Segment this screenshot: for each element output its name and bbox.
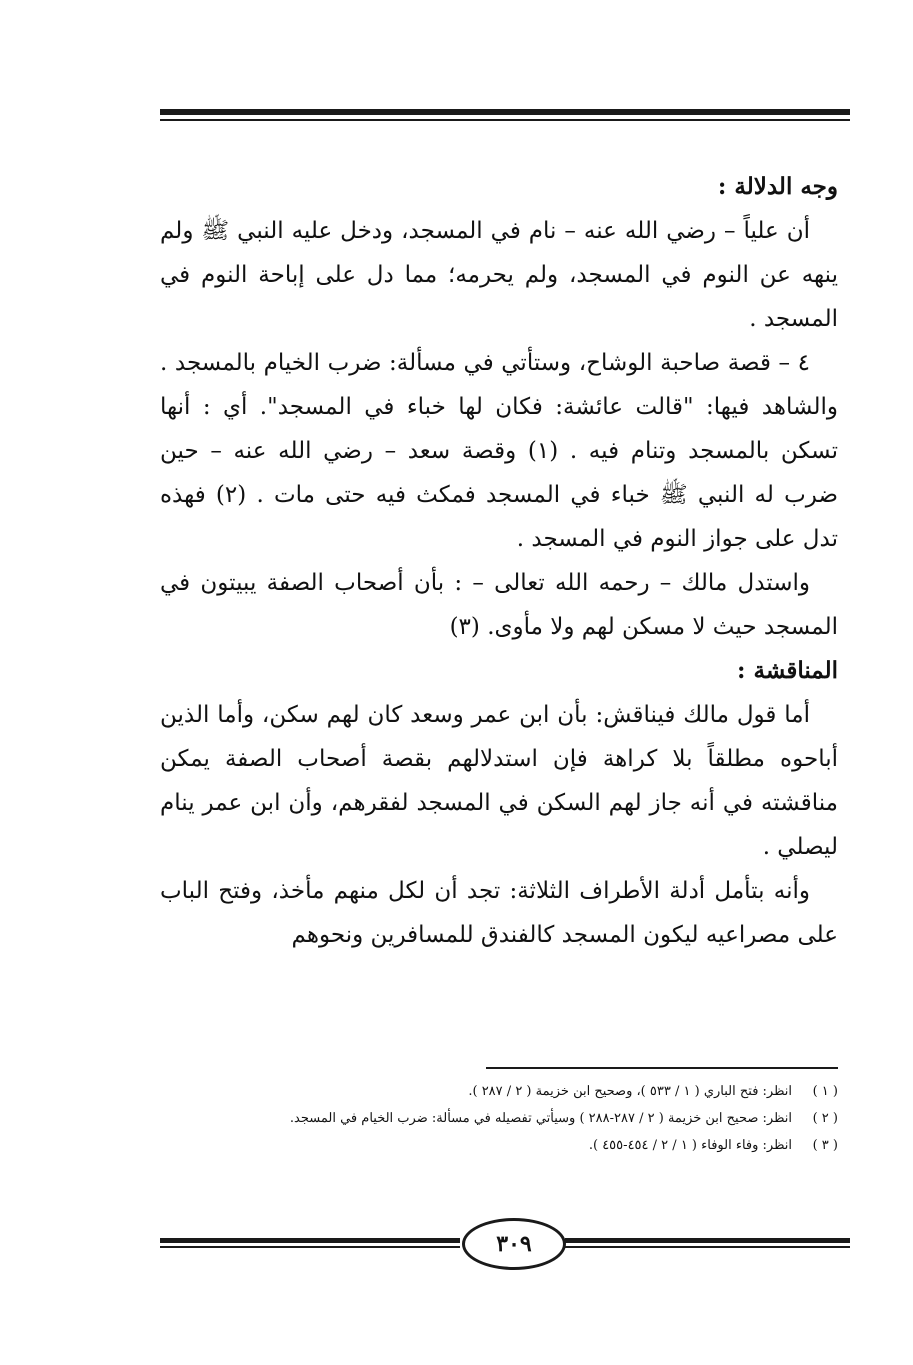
footnotes bbox=[160, 1078, 838, 1159]
footnote-text: انظر: صحيح ابن خزيمة ( ٢ / ٢٨٧-٢٨٨ ) وسيأتي تفصيله في مسألة: ضرب الخيام في المسجد. bbox=[289, 1111, 792, 1126]
footer-rule-right-thin bbox=[565, 1246, 850, 1248]
paragraph-1: أن علياً – رضي الله عنه – نام في المسجد، ودخل عليه النبي ﷺ ولم ينهه عن النوم في المسجد، ولم يحرمه؛ مما دل على إباحة النوم في المسجد . bbox=[160, 218, 838, 332]
footnote-number: ( ٣ ) bbox=[812, 1138, 838, 1153]
footnote-text: انظر: وفاء الوفاء ( ١ / ٢ / ٤٥٤-٤٥٥ ). bbox=[588, 1138, 792, 1153]
footnote-2 bbox=[160, 1105, 838, 1132]
paragraph-2: ٤ – قصة صاحبة الوشاح، وستأتي في مسألة: ضرب الخيام بالمسجد . والشاهد فيها: "قالت عائشة: فكان لها خباء في المسجد". أي : أنها تسكن بالمسجد وتنام فيه . (١) وقصة سعد – رضي الله عنه – حين ضرب له النبي ﷺ خباء في المسجد فمكث فيه حتى مات . (٢) فهذه تدل على جواز النوم في المسجد . bbox=[160, 350, 838, 552]
paragraph-4: أما قول مالك فيناقش: بأن ابن عمر وسعد كان لهم سكن، وأما الذين أباحوه مطلقاً بلا كراهة فإن استدلالهم بقصة أصحاب الصفة يمكن مناقشته في أنه جاز لهم السكن في المسجد لفقرهم، وأن ابن عمر ينام ليصلي . bbox=[160, 702, 838, 860]
footnote-text: انظر: فتح الباري ( ١ / ٥٣٣ )، وصحيح ابن خزيمة ( ٢ / ٢٨٧ ). bbox=[468, 1084, 792, 1099]
top-rule-thin bbox=[160, 119, 850, 121]
footer-rule-right-thick bbox=[565, 1238, 850, 1243]
top-rule-thick bbox=[160, 109, 850, 115]
discussion-heading: المناقشة : bbox=[737, 657, 838, 684]
footer-rule-left-thin bbox=[160, 1246, 460, 1248]
page-number: ٣٠٩ bbox=[462, 1218, 566, 1270]
section-heading: وجه الدلالة : bbox=[717, 173, 838, 200]
main-text bbox=[160, 165, 838, 957]
footnote-separator bbox=[486, 1067, 838, 1069]
paragraph-5: وأنه بتأمل أدلة الأطراف الثلاثة: تجد أن لكل منهم مأخذ، وفتح الباب على مصراعيه ليكون المسجد كالفندق للمسافرين ونحوهم bbox=[160, 878, 838, 948]
footnote-3 bbox=[160, 1132, 838, 1159]
paragraph-3: واستدل مالك – رحمه الله تعالى – : بأن أصحاب الصفة يبيتون في المسجد حيث لا مسكن لهم ولا مأوى. (٣) bbox=[160, 570, 838, 640]
footnote-number: ( ١ ) bbox=[812, 1084, 838, 1099]
footer-rule-left-thick bbox=[160, 1238, 460, 1243]
footnote-1 bbox=[160, 1078, 838, 1105]
footnote-number: ( ٢ ) bbox=[812, 1111, 838, 1126]
